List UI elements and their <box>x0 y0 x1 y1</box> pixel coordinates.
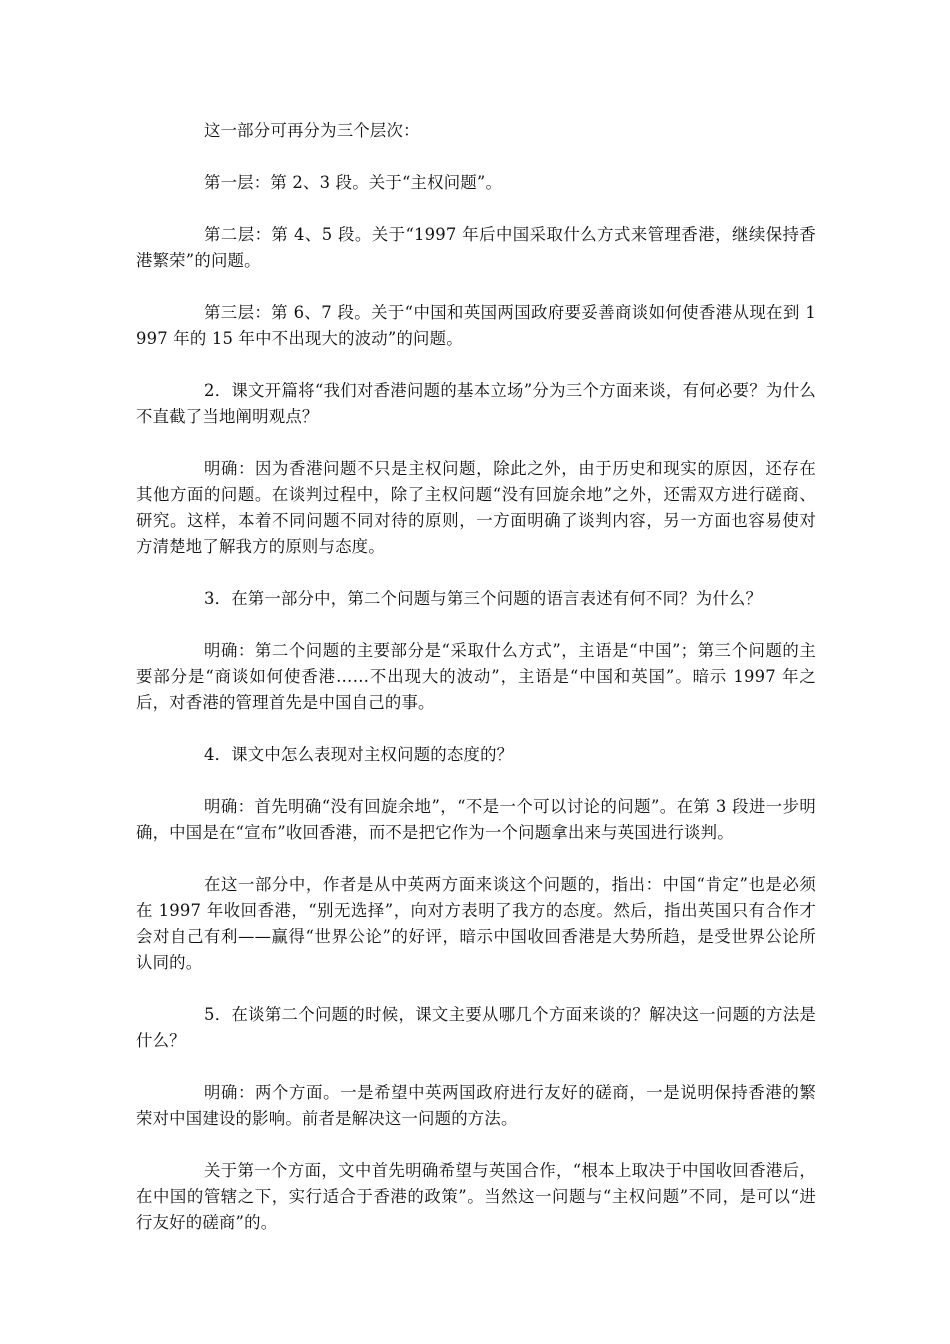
answer-5: 明确：两个方面。一是希望中英两国政府进行友好的磋商，一是说明保持香港的繁荣对中国建设的影响。前者是解决这一问题的方法。 <box>136 1083 816 1128</box>
paragraph-intro: 这一部分可再分为三个层次： <box>204 121 420 140</box>
question-2: 2．课文开篇将“我们对香港问题的基本立场”分为三个方面来谈，有何必要？为什么不直截了当地阐明观点？ <box>136 381 816 426</box>
answer-4-continued: 在这一部分中，作者是从中英两方面来谈这个问题的，指出：中国“肯定”也是必须在 1997 年收回香港，“别无选择”，向对方表明了我方的态度。然后，指出英国只有合作才会对自己有利——赢得“世界公论”的好评，暗示中国收回香港是大势所趋，是受世界公论所认同的。 <box>136 875 816 972</box>
document-body <box>136 118 816 1262</box>
question-5: 5．在谈第二个问题的时候，课文主要从哪几个方面来谈的？解决这一问题的方法是什么？ <box>136 1005 816 1050</box>
answer-3: 明确：第二个问题的主要部分是“采取什么方式”，主语是“中国”；第三个问题的主要部分是“商谈如何使香港……不出现大的波动”，主语是“中国和英国”。暗示 1997 年之后，对香港的管理首先是中国自己的事。 <box>136 641 816 712</box>
question-3: 3．在第一部分中，第二个问题与第三个问题的语言表述有何不同？为什么？ <box>204 589 763 608</box>
paragraph-layer-three: 第三层：第 6、7 段。关于“中国和英国两国政府要妥善商谈如何使香港从现在到 1997 年的 15 年中不出现大的波动”的问题。 <box>136 303 816 348</box>
answer-2: 明确：因为香港问题不只是主权问题，除此之外，由于历史和现实的原因，还存在其他方面的问题。在谈判过程中，除了主权问题“没有回旋余地”之外，还需双方进行磋商、研究。这样，本着不同问题不同对待的原则，一方面明确了谈判内容，另一方面也容易使对方清楚地了解我方的原则与态度。 <box>136 459 816 556</box>
answer-5-continued: 关于第一个方面，文中首先明确希望与英国合作，“根本上取决于中国收回香港后，在中国的管辖之下，实行适合于香港的政策”。当然这一问题与“主权问题”不同，是可以“进行友好的磋商”的。 <box>136 1161 816 1232</box>
paragraph-layer-one: 第一层：第 2、3 段。关于“主权问题”。 <box>204 173 503 192</box>
answer-4: 明确：首先明确“没有回旋余地”，“不是一个可以讨论的问题”。在第 3 段进一步明确，中国是在“宣布”收回香港，而不是把它作为一个问题拿出来与英国进行谈判。 <box>136 797 816 842</box>
question-4: 4．课文中怎么表现对主权问题的态度的？ <box>204 745 514 764</box>
paragraph-layer-two: 第二层：第 4、5 段。关于“1997 年后中国采取什么方式来管理香港，继续保持香港繁荣”的问题。 <box>136 225 816 270</box>
